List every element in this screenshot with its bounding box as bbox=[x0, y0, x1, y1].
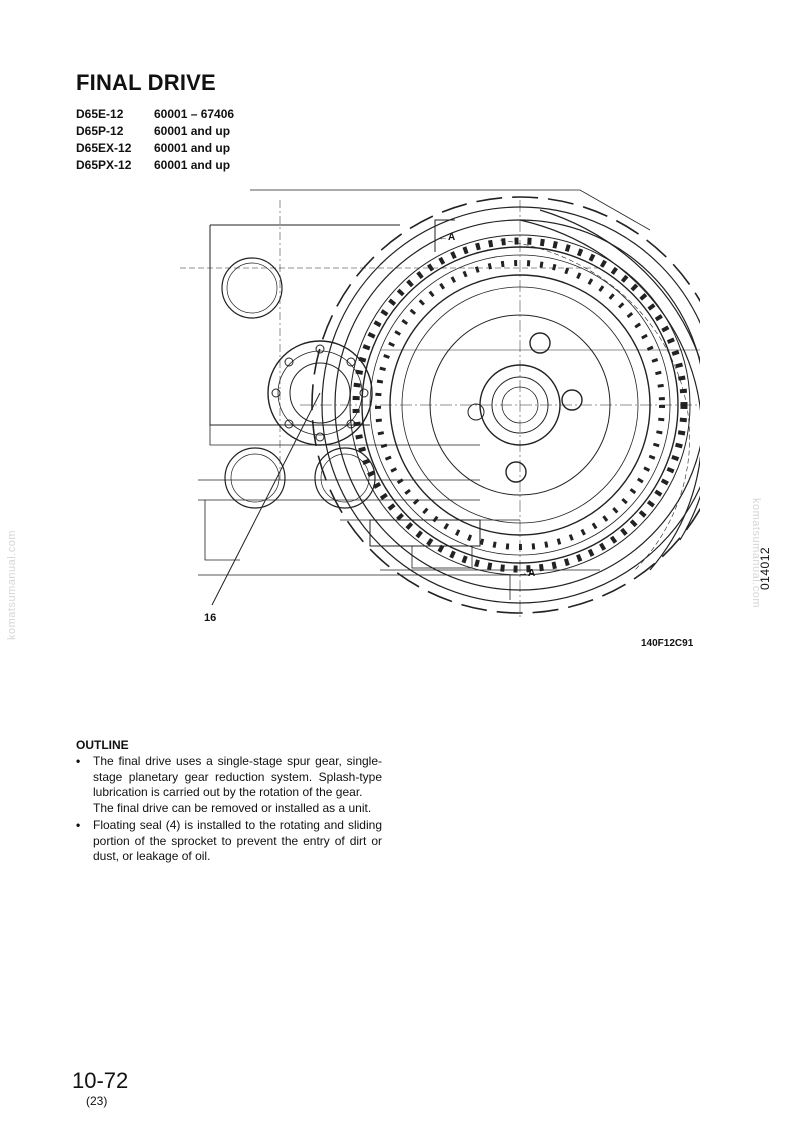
model-list bbox=[76, 106, 234, 174]
serial-range: 60001 and up bbox=[154, 141, 231, 155]
serial-range: 60001 and up bbox=[154, 124, 231, 138]
outline-heading: OUTLINE bbox=[76, 738, 129, 752]
watermark-right: komatsumanual.com bbox=[750, 498, 762, 608]
outline-body bbox=[76, 754, 382, 865]
bullet-dot: • bbox=[76, 818, 81, 832]
page-number: 10-72 bbox=[72, 1068, 129, 1093]
final-drive-drawing bbox=[180, 180, 700, 650]
bullet-text bbox=[93, 818, 382, 865]
model-row bbox=[76, 140, 234, 157]
model-row bbox=[76, 106, 234, 123]
bullet-paragraph: Floating seal (4) is installed to the rotating and sliding portion of the sprocket to prevent the entry of dirt or dust, or leakage of oil. bbox=[93, 818, 382, 863]
model-name: D65EX-12 bbox=[76, 141, 132, 155]
side-code: 014012 bbox=[758, 546, 772, 590]
bullet-item bbox=[76, 818, 382, 865]
figure-code: 140F12C91 bbox=[641, 638, 694, 649]
page-title: FINAL DRIVE bbox=[76, 70, 216, 95]
section-mark-bottom: →A bbox=[518, 568, 536, 579]
section-letter: A bbox=[528, 568, 536, 579]
bullet-dot: • bbox=[76, 754, 81, 768]
serial-range: 60001 and up bbox=[154, 158, 231, 172]
model-name: D65P-12 bbox=[76, 124, 124, 138]
callout-label: 16 bbox=[204, 612, 217, 624]
bullet-item bbox=[76, 754, 382, 816]
model-row bbox=[76, 157, 234, 174]
model-name: D65E-12 bbox=[76, 107, 124, 121]
section-letter: A bbox=[448, 232, 456, 243]
bullet-text bbox=[93, 754, 382, 816]
section-mark-top: ←A bbox=[438, 232, 456, 243]
model-name: D65PX-12 bbox=[76, 158, 132, 172]
watermark-left: komatsumanual.com bbox=[6, 530, 18, 640]
bullet-paragraph: The final drive can be removed or installed as a unit. bbox=[93, 800, 372, 815]
bullet-paragraph: The final drive uses a single-stage spur gear, single-stage planetary gear reduction system. Splash-type lubrication is carried out by the rotation of the gear. bbox=[93, 754, 382, 799]
revision-number: (23) bbox=[86, 1094, 108, 1108]
model-row bbox=[76, 123, 234, 140]
serial-range: 60001 – 67406 bbox=[154, 107, 235, 121]
